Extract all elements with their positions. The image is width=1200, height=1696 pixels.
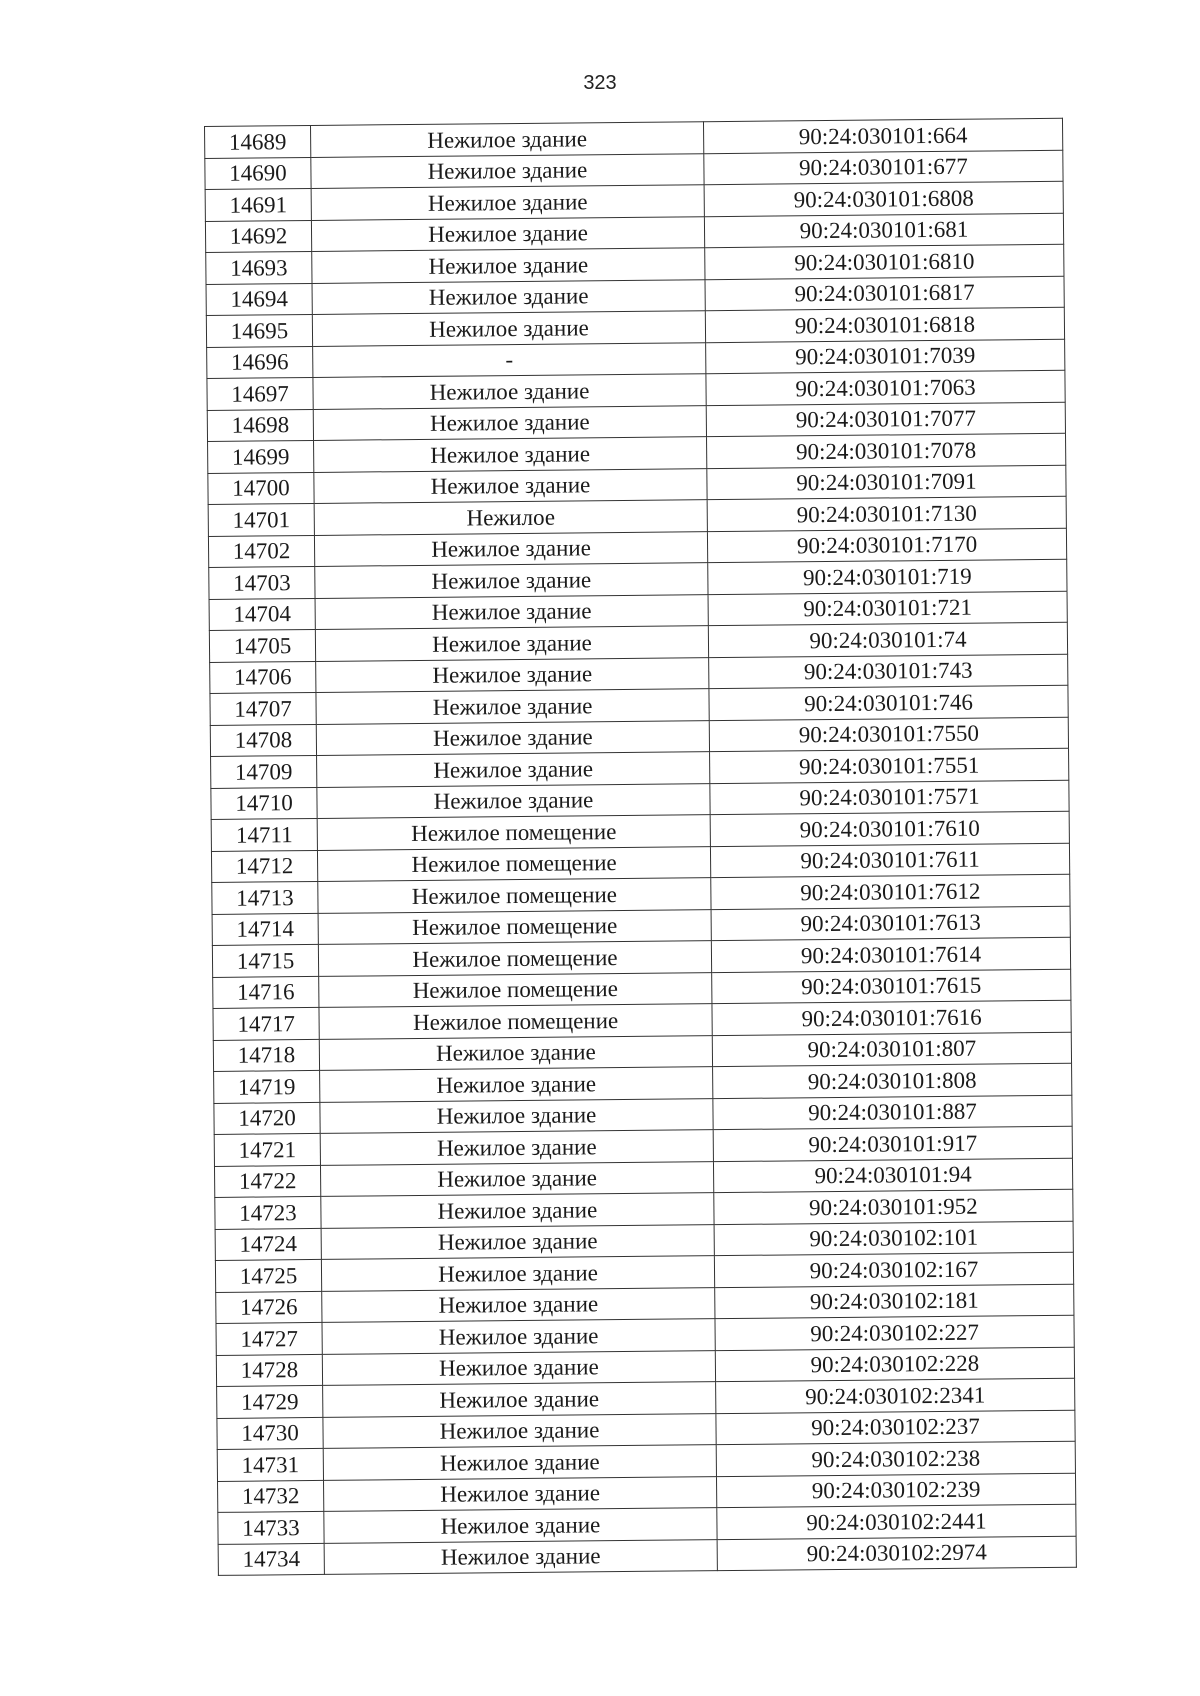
row-number-cell: 14691	[205, 188, 311, 221]
cadastral-number-cell: 90:24:030101:807	[712, 1032, 1071, 1067]
row-number-cell: 14704	[209, 598, 315, 631]
object-type-cell: Нежилое	[314, 500, 707, 535]
cadastral-number-cell: 90:24:030102:2974	[717, 1536, 1076, 1571]
row-number-cell: 14723	[215, 1196, 321, 1229]
row-number-cell: 14730	[217, 1417, 323, 1450]
object-type-cell: Нежилое помещение	[318, 909, 711, 944]
cadastral-number-cell: 90:24:030102:101	[714, 1221, 1073, 1256]
object-type-cell: Нежилое здание	[315, 626, 708, 661]
object-type-cell: Нежилое здание	[323, 1413, 716, 1448]
object-type-cell: Нежилое здание	[317, 783, 710, 818]
cadastral-number-cell: 90:24:030101:7091	[707, 465, 1066, 500]
object-type-cell: Нежилое здание	[322, 1287, 715, 1322]
row-number-cell: 14701	[208, 503, 314, 536]
cadastral-number-cell: 90:24:030101:808	[713, 1063, 1072, 1098]
row-number-cell: 14731	[217, 1448, 323, 1481]
cadastral-number-cell: 90:24:030101:721	[708, 591, 1067, 626]
object-type-cell: Нежилое помещение	[318, 878, 711, 913]
page-number: 323	[583, 72, 617, 94]
object-type-cell: Нежилое здание	[324, 1539, 717, 1574]
object-type-cell: Нежилое помещение	[317, 846, 710, 881]
row-number-cell: 14694	[206, 283, 312, 316]
row-number-cell: 14699	[208, 440, 314, 473]
cadastral-number-cell: 90:24:030101:6817	[705, 276, 1064, 311]
cadastral-number-cell: 90:24:030101:6808	[704, 181, 1063, 216]
object-type-cell: Нежилое здание	[313, 405, 706, 440]
row-number-cell: 14718	[213, 1039, 319, 1072]
object-type-cell: Нежилое здание	[320, 1161, 713, 1196]
object-type-cell: Нежилое здание	[314, 531, 707, 566]
row-number-cell: 14734	[218, 1543, 324, 1576]
cadastral-number-cell: 90:24:030102:167	[714, 1252, 1073, 1287]
cadastral-number-cell: 90:24:030101:677	[704, 150, 1063, 185]
row-number-cell: 14690	[205, 157, 311, 190]
row-number-cell: 14713	[212, 881, 318, 914]
cadastral-number-cell: 90:24:030101:743	[709, 654, 1068, 689]
cadastral-number-cell: 90:24:030101:7170	[707, 528, 1066, 563]
row-number-cell: 14721	[214, 1133, 320, 1166]
cadastral-number-cell: 90:24:030101:7612	[711, 874, 1070, 909]
row-number-cell: 14726	[216, 1291, 322, 1324]
cadastral-number-cell: 90:24:030101:917	[713, 1126, 1072, 1161]
row-number-cell: 14700	[208, 472, 314, 505]
object-type-cell: Нежилое здание	[321, 1193, 714, 1228]
row-number-cell: 14705	[209, 629, 315, 662]
row-number-cell: 14697	[207, 377, 313, 410]
cadastral-number-cell: 90:24:030101:7551	[710, 748, 1069, 783]
cadastral-number-cell: 90:24:030101:74	[708, 622, 1067, 657]
cadastral-number-cell: 90:24:030101:7614	[711, 937, 1070, 972]
row-number-cell: 14702	[208, 535, 314, 568]
object-type-cell: Нежилое здание	[311, 153, 704, 188]
row-number-cell: 14733	[218, 1511, 324, 1544]
object-type-cell: -	[313, 342, 706, 377]
cadastral-number-cell: 90:24:030101:6810	[705, 244, 1064, 279]
cadastral-number-cell: 90:24:030101:7550	[709, 717, 1068, 752]
object-type-cell: Нежилое здание	[317, 752, 710, 787]
object-type-cell: Нежилое помещение	[318, 941, 711, 976]
row-number-cell: 14715	[212, 944, 318, 977]
object-type-cell: Нежилое здание	[315, 594, 708, 629]
object-type-cell: Нежилое здание	[313, 374, 706, 409]
object-type-cell: Нежилое здание	[316, 720, 709, 755]
row-number-cell: 14714	[212, 913, 318, 946]
object-type-cell: Нежилое помещение	[317, 815, 710, 850]
object-type-cell: Нежилое здание	[320, 1067, 713, 1102]
cadastral-number-cell: 90:24:030102:2341	[716, 1378, 1075, 1413]
row-number-cell: 14716	[213, 976, 319, 1009]
cadastral-number-cell: 90:24:030101:7039	[706, 339, 1065, 374]
row-number-cell: 14696	[207, 346, 313, 379]
object-type-cell: Нежилое помещение	[319, 1004, 712, 1039]
object-type-cell: Нежилое здание	[312, 248, 705, 283]
object-type-cell: Нежилое здание	[322, 1350, 715, 1385]
row-number-cell: 14711	[211, 818, 317, 851]
object-type-cell: Нежилое здание	[322, 1319, 715, 1354]
object-type-cell: Нежилое здание	[316, 657, 709, 692]
row-number-cell: 14729	[217, 1385, 323, 1418]
row-number-cell: 14725	[215, 1259, 321, 1292]
row-number-cell: 14692	[205, 220, 311, 253]
row-number-cell: 14717	[213, 1007, 319, 1040]
cadastral-number-cell: 90:24:030101:7610	[710, 811, 1069, 846]
cadastral-number-cell: 90:24:030102:2441	[717, 1504, 1076, 1539]
object-type-cell: Нежилое здание	[316, 689, 709, 724]
row-number-cell: 14703	[209, 566, 315, 599]
row-number-cell: 14695	[206, 314, 312, 347]
cadastral-number-cell: 90:24:030101:7130	[707, 496, 1066, 531]
cadastral-number-cell: 90:24:030101:7571	[710, 780, 1069, 815]
object-type-cell: Нежилое здание	[323, 1445, 716, 1480]
cadastral-number-cell: 90:24:030101:94	[713, 1158, 1072, 1193]
object-type-cell: Нежилое здание	[324, 1476, 717, 1511]
row-number-cell: 14728	[216, 1354, 322, 1387]
object-type-cell: Нежилое здание	[321, 1256, 714, 1291]
row-number-cell: 14707	[210, 692, 316, 725]
object-type-cell: Нежилое здание	[319, 1035, 712, 1070]
object-type-cell: Нежилое здание	[311, 216, 704, 251]
cadastral-number-cell: 90:24:030101:952	[714, 1189, 1073, 1224]
row-number-cell: 14727	[216, 1322, 322, 1355]
object-type-cell: Нежилое здание	[310, 122, 703, 157]
object-type-cell: Нежилое здание	[320, 1098, 713, 1133]
cadastral-number-cell: 90:24:030102:181	[715, 1284, 1074, 1319]
cadastral-number-cell: 90:24:030102:238	[716, 1441, 1075, 1476]
cadastral-number-cell: 90:24:030101:681	[704, 213, 1063, 248]
row-number-cell: 14710	[211, 787, 317, 820]
cadastral-number-cell: 90:24:030101:7615	[712, 969, 1071, 1004]
cadastral-number-cell: 90:24:030101:7611	[710, 843, 1069, 878]
cadastral-number-cell: 90:24:030101:719	[708, 559, 1067, 594]
row-number-cell: 14719	[214, 1070, 320, 1103]
object-type-cell: Нежилое здание	[314, 437, 707, 472]
cadastral-number-cell: 90:24:030101:746	[709, 685, 1068, 720]
object-type-cell: Нежилое здание	[320, 1130, 713, 1165]
property-registry-table	[204, 118, 1077, 1576]
row-number-cell: 14724	[215, 1228, 321, 1261]
object-type-cell: Нежилое здание	[323, 1382, 716, 1417]
cadastral-number-cell: 90:24:030102:227	[715, 1315, 1074, 1350]
cadastral-number-cell: 90:24:030101:7063	[706, 370, 1065, 405]
object-type-cell: Нежилое здание	[324, 1508, 717, 1543]
object-type-cell: Нежилое здание	[312, 279, 705, 314]
row-number-cell: 14720	[214, 1102, 320, 1135]
row-number-cell: 14722	[214, 1165, 320, 1198]
row-number-cell: 14689	[205, 125, 311, 158]
object-type-cell: Нежилое здание	[321, 1224, 714, 1259]
row-number-cell: 14732	[218, 1480, 324, 1513]
row-number-cell: 14708	[210, 724, 316, 757]
cadastral-number-cell: 90:24:030101:7077	[706, 402, 1065, 437]
cadastral-number-cell: 90:24:030101:6818	[705, 307, 1064, 342]
object-type-cell: Нежилое здание	[311, 185, 704, 220]
row-number-cell: 14693	[206, 251, 312, 284]
cadastral-number-cell: 90:24:030102:237	[716, 1410, 1075, 1445]
cadastral-number-cell: 90:24:030102:228	[715, 1347, 1074, 1382]
cadastral-number-cell: 90:24:030101:7613	[711, 906, 1070, 941]
object-type-cell: Нежилое здание	[315, 563, 708, 598]
row-number-cell: 14698	[207, 409, 313, 442]
cadastral-number-cell: 90:24:030101:7616	[712, 1000, 1071, 1035]
object-type-cell: Нежилое здание	[312, 311, 705, 346]
cadastral-number-cell: 90:24:030102:239	[716, 1473, 1075, 1508]
row-number-cell: 14706	[210, 661, 316, 694]
object-type-cell: Нежилое здание	[314, 468, 707, 503]
registry-table-body	[205, 118, 1077, 1575]
row-number-cell: 14712	[211, 850, 317, 883]
object-type-cell: Нежилое помещение	[319, 972, 712, 1007]
cadastral-number-cell: 90:24:030101:664	[703, 118, 1062, 153]
cadastral-number-cell: 90:24:030101:887	[713, 1095, 1072, 1130]
row-number-cell: 14709	[211, 755, 317, 788]
cadastral-number-cell: 90:24:030101:7078	[707, 433, 1066, 468]
